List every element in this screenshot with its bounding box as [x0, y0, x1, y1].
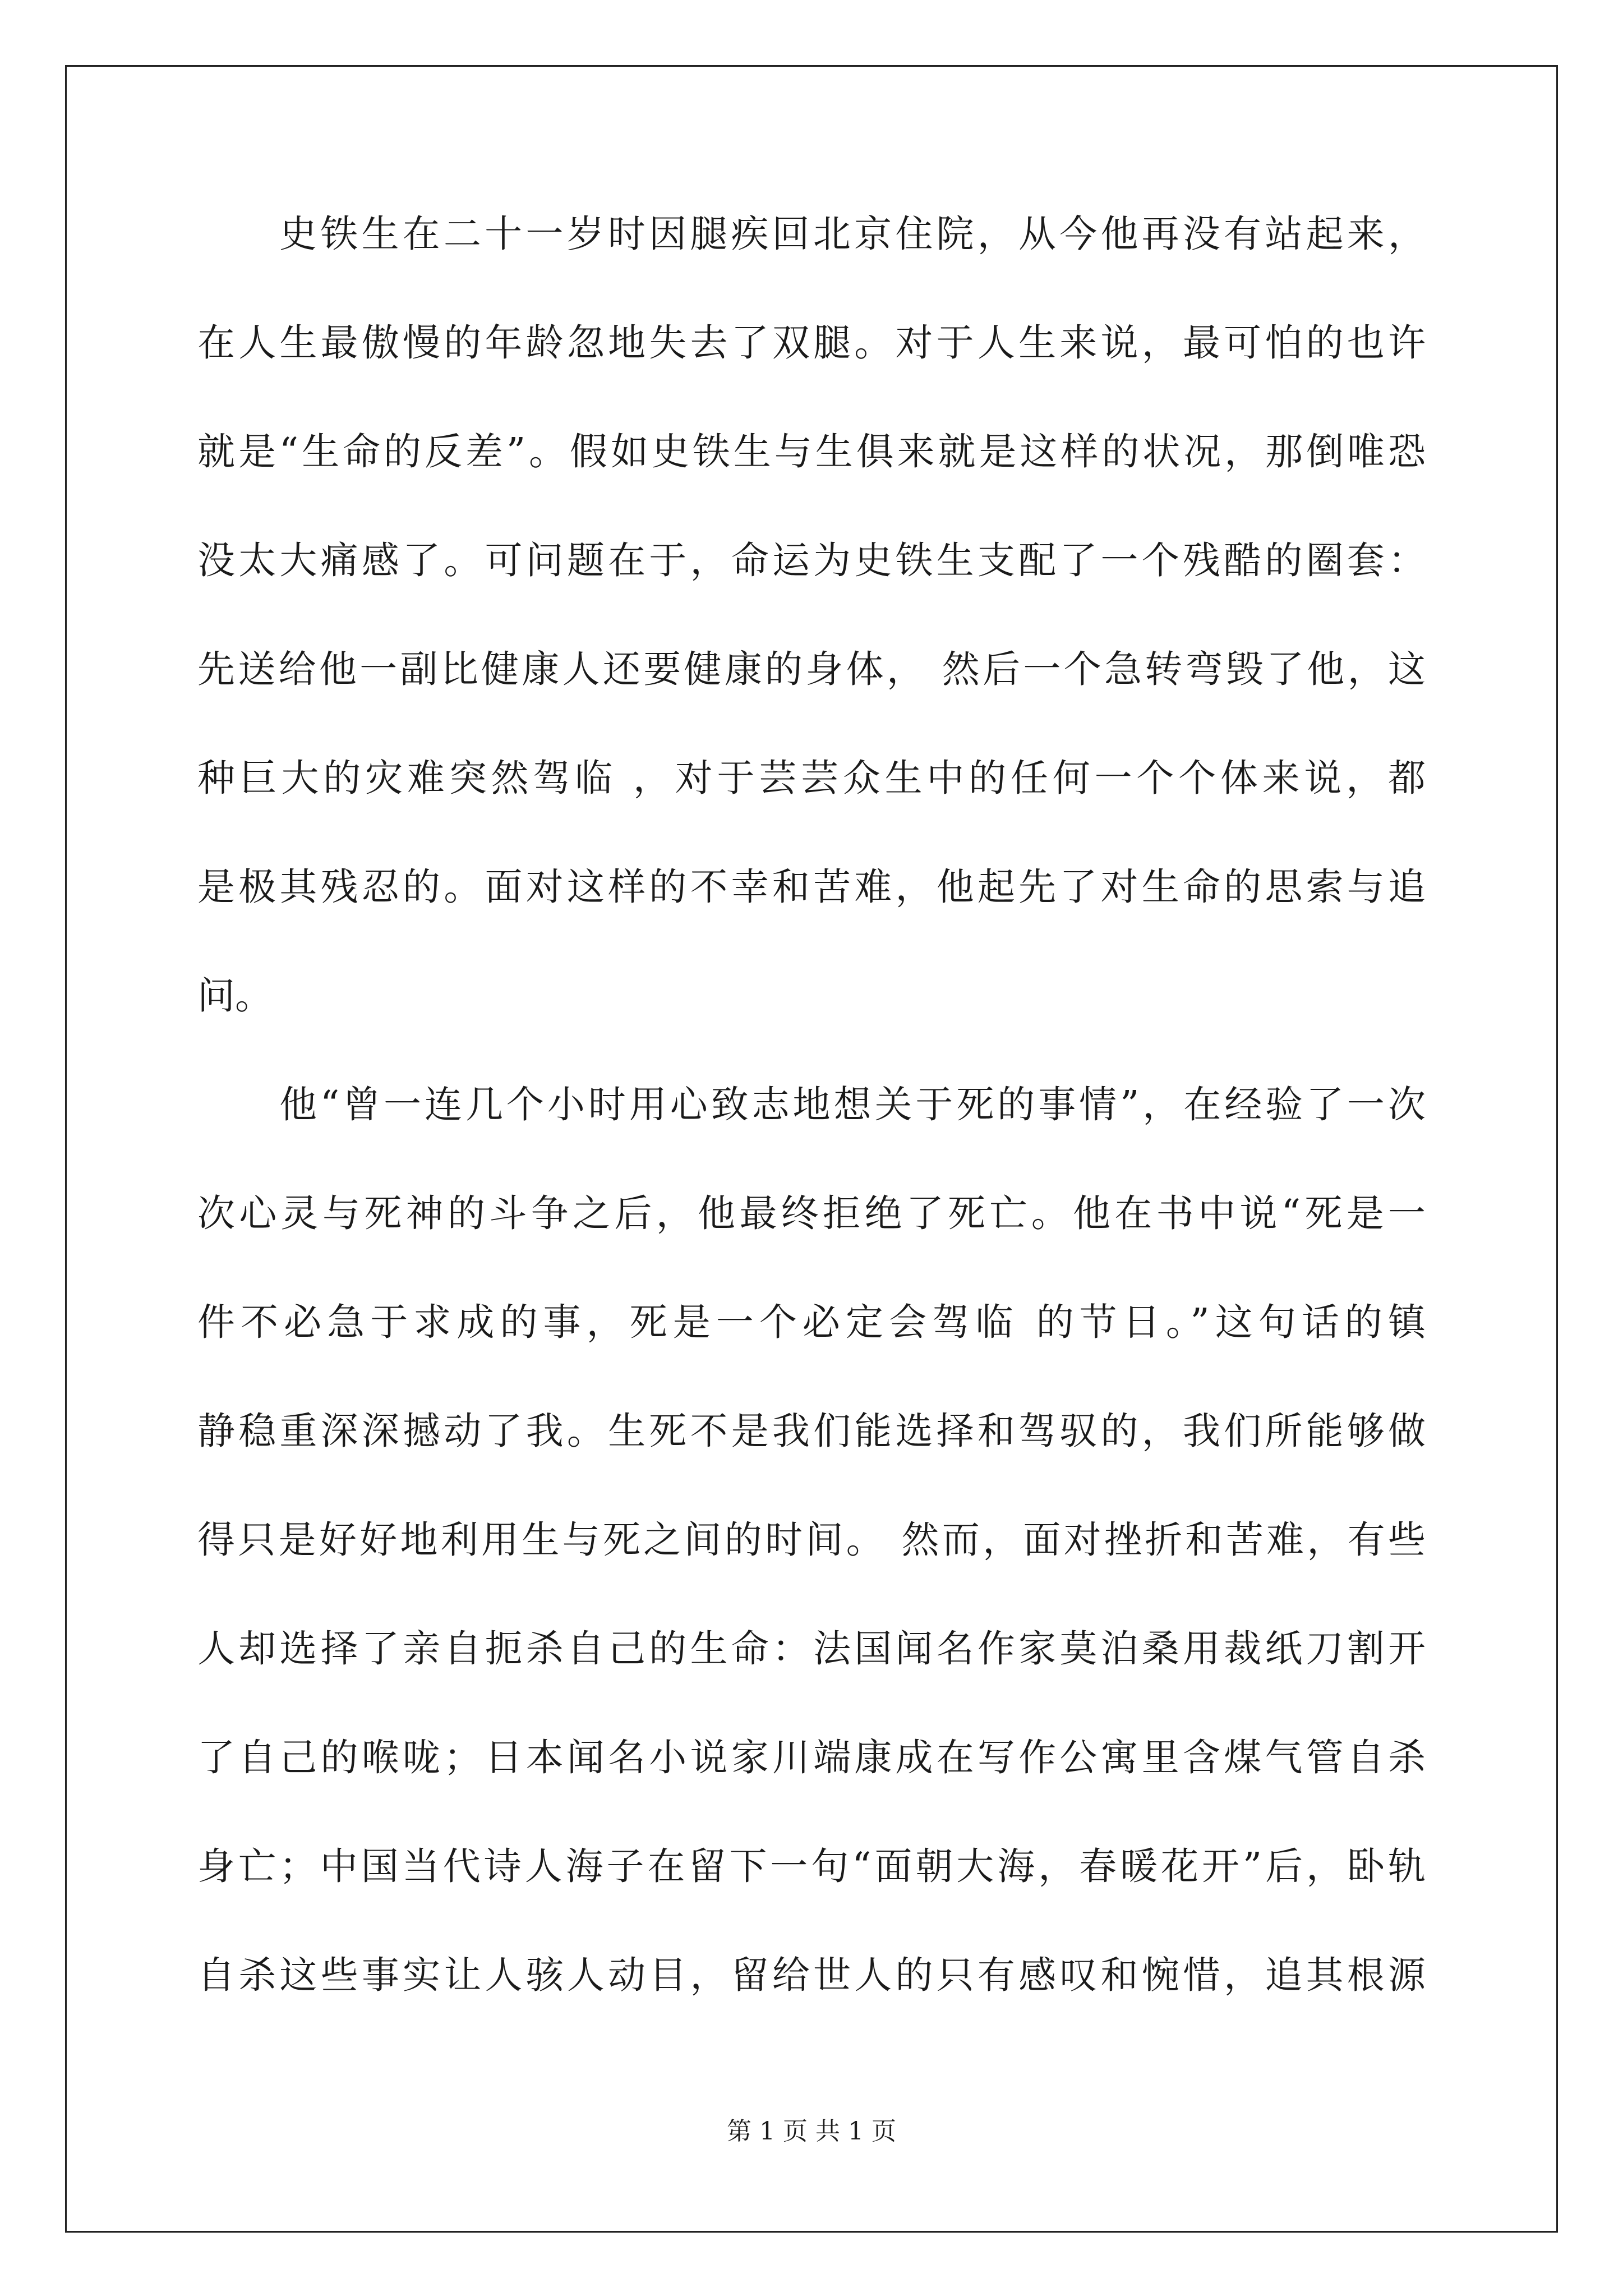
text-line: 身亡；中国当代诗人海子在留下一句“面朝大海，春暖花开”后，卧轨	[197, 1844, 1426, 1888]
text-line: 他“曾一连几个小时用心致志地想关于死的事情”，在经验了一次	[279, 1083, 1426, 1126]
text-line: 种巨大的灾难突然驾临 ，对于芸芸众生中的任何一个个体来说，都	[197, 756, 1426, 800]
paragraph-2	[197, 1084, 1426, 1996]
text-line: 人却选择了亲自扼杀自己的生命：法国闻名作家莫泊桑用裁纸刀割开	[197, 1627, 1426, 1671]
text-line: 件不必急于求成的事，死是一个必定会驾临 的节日。”这句话的镇	[197, 1300, 1426, 1344]
page-number-footer: 第 1 页 共 1 页	[727, 2117, 896, 2146]
text-line: 问。	[197, 974, 273, 1018]
paragraph-1	[197, 213, 1426, 1017]
text-line: 史铁生在二十一岁时因腿疾回北京住院，从今他再没有站起来，	[279, 212, 1426, 256]
text-line: 得只是好好地利用生与死之间的时间。 然而，面对挫折和苦难，有些	[197, 1518, 1426, 1562]
text-line: 是极其残忍的。面对这样的不幸和苦难，他起先了对生命的思索与追	[197, 865, 1426, 909]
document-body	[197, 213, 1426, 2063]
text-line: 自杀这些事实让人骇人动目，留给世人的只有感叹和惋惜，追其根源	[197, 1953, 1426, 1997]
text-line: 静稳重深深撼动了我。生死不是我们能选择和驾驭的，我们所能够做	[197, 1409, 1426, 1453]
text-line: 次心灵与死神的斗争之后，他最终拒绝了死亡。他在书中说“死是一	[197, 1191, 1426, 1235]
text-line: 先送给他一副比健康人还要健康的身体， 然后一个急转弯毁了他，这	[197, 647, 1426, 691]
text-line: 没太大痛感了。可问题在于，命运为史铁生支配了一个残酷的圈套：	[197, 539, 1426, 582]
text-line: 就是“生命的反差”。假如史铁生与生俱来就是这样的状况，那倒唯恐	[197, 430, 1426, 473]
text-line: 在人生最傲慢的年龄忽地失去了双腿。对于人生来说，最可怕的也许	[197, 321, 1426, 365]
text-line: 了自己的喉咙；日本闻名小说家川端康成在写作公寓里含煤气管自杀	[197, 1736, 1426, 1779]
